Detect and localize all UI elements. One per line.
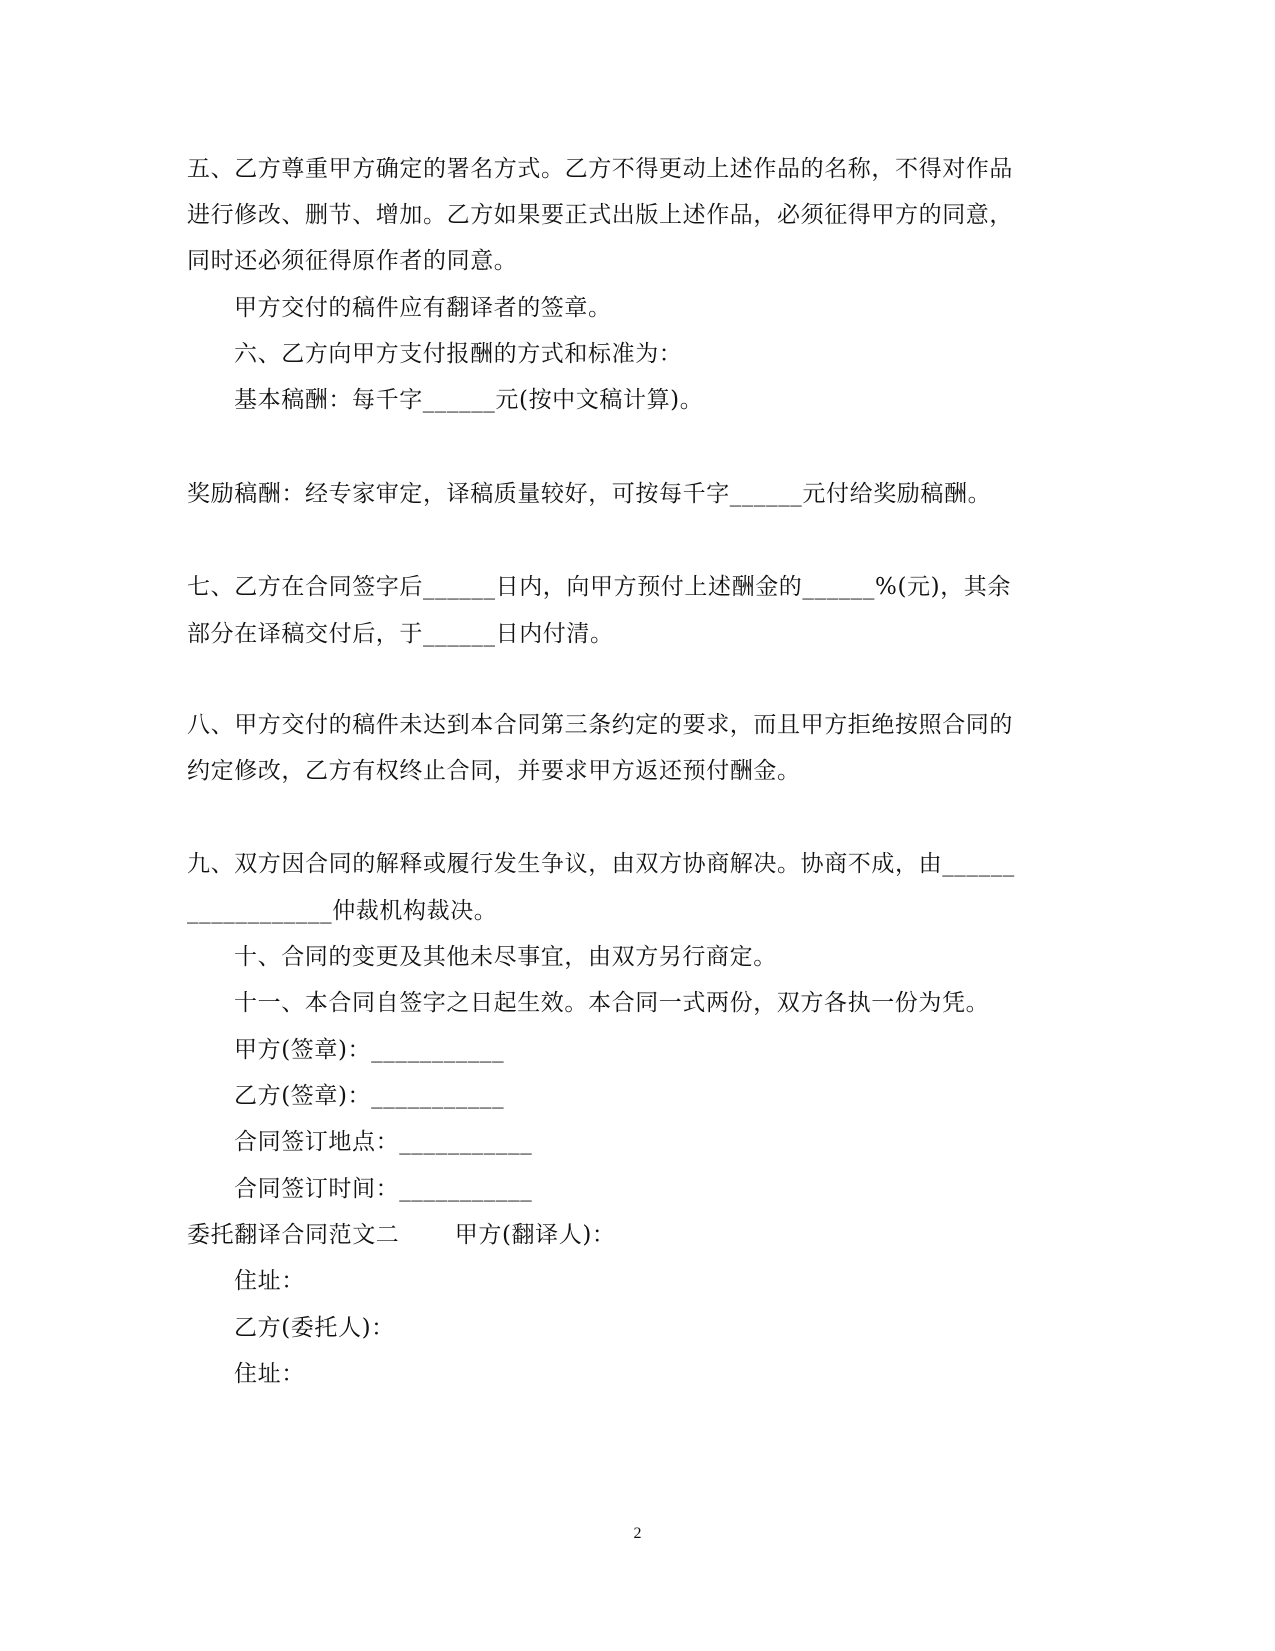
clause-7-line-1: 七、乙方在合同签字后______日内，向甲方预付上述酬金的______%(元)，其余 [187,574,1012,600]
party-a-address: 住址： [234,1268,305,1294]
page-number: 2 [633,1525,642,1542]
clause-10: 十、合同的变更及其他未尽事宜，由双方另行商定。 [234,944,777,970]
party-b-address: 住址： [234,1361,305,1387]
clause-5-line-1: 五、乙方尊重甲方确定的署名方式。乙方不得更动上述作品的名称，不得对作品 [187,156,1013,182]
clause-11: 十一、本合同自签字之日起生效。本合同一式两份，双方各执一份为凭。 [234,990,990,1016]
basic-remuneration: 基本稿酬：每千字______元(按中文稿计算)。 [234,387,704,413]
bonus-remuneration: 奖励稿酬：经专家审定，译稿质量较好，可按每千字______元付给奖励稿酬。 [187,481,992,507]
party-b-signature: 乙方(签章)：___________ [234,1083,505,1109]
template-two-heading: 委托翻译合同范文二 甲方(翻译人)： [187,1222,616,1248]
party-a-signature: 甲方(签章)：___________ [234,1037,505,1063]
clause-7-line-2: 部分在译稿交付后，于______日内付清。 [187,621,614,647]
party-b-label: 乙方(委托人)： [234,1315,395,1341]
clause-5-line-2: 进行修改、删节、增加。乙方如果要正式出版上述作品，必须征得甲方的同意， [187,202,1013,228]
clause-9-line-1: 九、双方因合同的解释或履行发生争议，由双方协商解决。协商不成，由______ [187,851,1015,877]
signing-place: 合同签订地点：___________ [234,1129,533,1155]
clause-8-line-2: 约定修改，乙方有权终止合同，并要求甲方返还预付酬金。 [187,758,801,784]
clause-5-line-3: 同时还必须征得原作者的同意。 [187,248,518,274]
signing-time: 合同签订时间：___________ [234,1176,533,1202]
clause-9-line-2: ____________仲裁机构裁决。 [187,898,498,924]
clause-6-heading: 六、乙方向甲方支付报酬的方式和标准为： [234,341,683,367]
clause-8-line-1: 八、甲方交付的稿件未达到本合同第三条约定的要求，而且甲方拒绝按照合同的 [187,712,1013,738]
signature-requirement: 甲方交付的稿件应有翻译者的签章。 [234,295,612,321]
